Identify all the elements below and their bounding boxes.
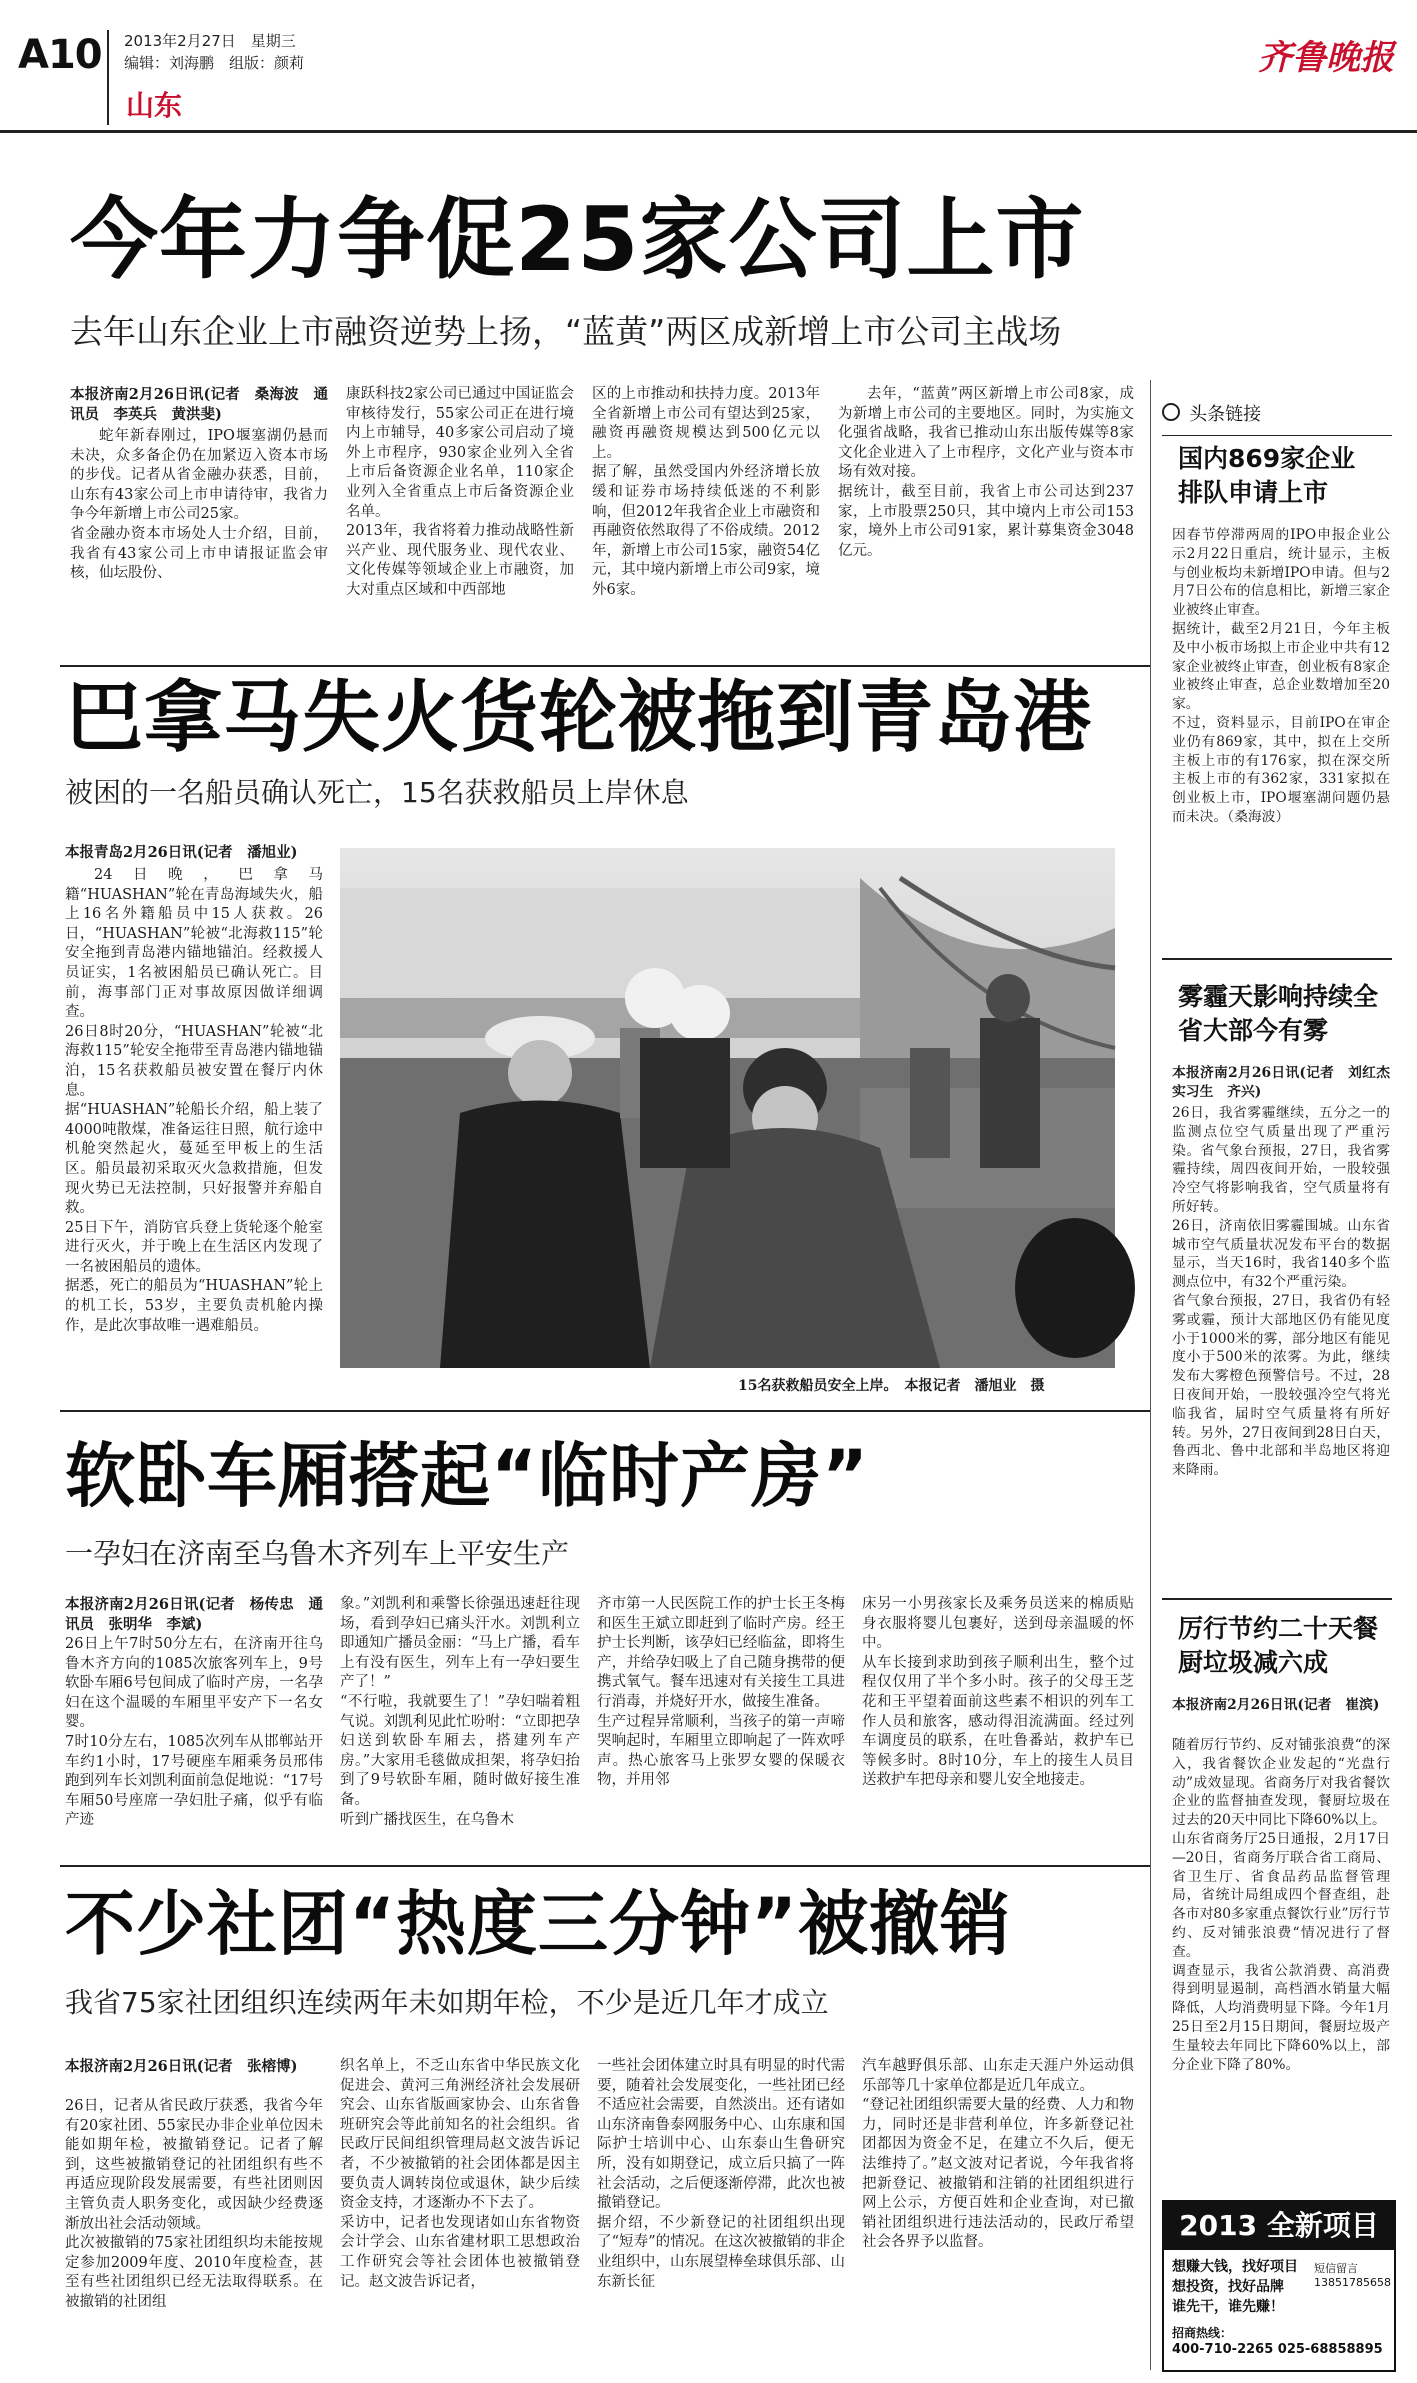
- story1-col4: 去年，“蓝黄”两区新增上市公司8家，成为新增上市公司的主要地区。同时，为实施文化强省战略，我省已推动山东出版传媒等8家文化企业进入了上市程序，文化产业与资本市场有效对接。 据统计，截至目前，我省上市公司达到237家，上市股票250只，其中境内上市公司153家，境外上市公司91家，累计募集资金3048亿元。: [838, 386, 1134, 559]
- story2-headline: 巴拿马失火货轮被拖到青岛港: [65, 673, 1093, 763]
- photo-illustration: [340, 848, 1115, 1368]
- masthead-divider: [107, 30, 109, 125]
- story3-col1: 26日上午7时50分左右，在济南开往乌鲁木齐方向的1085次旅客列车上，9号软卧车厢6号包间成了临时产房，一名孕妇在这个温暖的车厢里平安产下一名女婴。 7时10分左右，1085次列车从邯郸站开车约1小时，17号硬座车厢乘务员邢伟跑到列车长刘凯利面前急促地说：“17号车厢50号座席一孕妇肚子痛，似乎有临产迹: [65, 1636, 323, 1829]
- masthead: [0, 0, 1417, 135]
- sidebar-item2-title: 雾霾天影响持续全省大部今有雾: [1178, 982, 1379, 1045]
- masthead-rule: [0, 130, 1417, 133]
- sidebar-item1-body: 因春节停滞两周的IPO申报企业公示2月22日重启，统计显示，主板与创业板均未新增IPO申请。但与2月7日公布的信息相比，新增三家企业被终止审查。 据统计，截至2月21日，今年主板及中小板市场拟上市企业中共有12家企业被终止审查，创业板有8家企业被终止审查，总企业数增加至20家。 不过，资料显示，目前IPO在审企业仍有869家，其中，拟在上交所主板上市的有176家，拟在深交所主板上市的有362家，331家拟在创业板上市，IPO堰塞湖问题仍悬而未决。（桑海波）: [1172, 527, 1390, 825]
- ad-line1: 想赚大钱，找好项目: [1172, 2259, 1298, 2275]
- story1-col1: 蛇年新春刚过，IPO堰塞湖仍悬而未决，众多备企仍在加紧迈入资本市场的步伐。记者从省金融办获悉，目前，山东有43家公司上市申请待审，我省力争今年新增上市公司25家。 省金融办资本市场处人士介绍，目前，我省有43家公司上市申请报证监会审核，仙坛股份、: [70, 428, 328, 582]
- story4-headline: 不少社团“热度三分钟”被撤销: [65, 1883, 1012, 1965]
- photo-caption: 15名获救船员安全上岸。 本报记者 潘旭业 摄: [738, 1378, 1045, 1394]
- story2-deck: 被困的一名船员确认死亡，15名获救船员上岸休息: [65, 776, 689, 809]
- section-name: 山东: [126, 89, 183, 122]
- sidebar-kicker: [1162, 400, 1392, 428]
- sidebar-item2-byline: 本报济南2月26日讯(记者 刘红杰 实习生 齐兴): [1172, 1065, 1404, 1100]
- story4-deck: 我省75家社团组织连续两年未如期年检，不少是近几年才成立: [65, 1986, 829, 2019]
- story3-byline: 本报济南2月26日讯(记者 杨传忠 通讯员 张明华 李斌): [65, 1596, 323, 1633]
- story2-byline: 本报青岛2月26日讯(记者 潘旭业): [65, 844, 298, 861]
- issue-date: 2013年2月27日 星期三: [124, 32, 296, 50]
- story1-byline: 本报济南2月26日讯(记者 桑海波 通讯员 李英兵 黄洪斐): [70, 386, 328, 423]
- story2-bottom-rule: [60, 1410, 1150, 1412]
- story1-headline: 今年力争促25家公司上市: [70, 188, 1085, 291]
- story4-byline: 本报济南2月26日讯(记者 张榕博): [65, 2058, 298, 2075]
- ad-hotline[interactable]: 400-710-2265 025-68858895: [1172, 2342, 1383, 2357]
- sidebar-divider: [1150, 380, 1151, 2370]
- story3-headline: 软卧车厢搭起“临时产房”: [65, 1435, 870, 1517]
- sidebar-item3-title: 厉行节约二十天餐厨垃圾减六成: [1178, 1614, 1379, 1677]
- ad-note: 短信留言 13851785658: [1314, 2262, 1391, 2289]
- story1-deck: 去年山东企业上市融资逆势上扬，“蓝黄”两区成新增上市公司主战场: [70, 312, 1062, 351]
- sidebar: [1150, 380, 1404, 2370]
- story4-col2: 织名单上，不乏山东省中华民族文化促进会、黄河三角洲经济社会发展研究会、山东省版画家协会、山东省鲁班研究会等此前知名的社会组织。省民政厅民间组织管理局赵文波告诉记者，不少被撤销的社会团体都是因主要负责人调转岗位或退休，缺少后续资金支持，才逐渐办不下去了。 采访中，记者也发现诸如山东省物资会计学会、山东省建材职工思想政治工作研究会等社会团体也被撤销登记。赵文波告诉记者，: [340, 2058, 580, 2290]
- story2-body: 24日晚，巴拿马籍“HUASHAN”轮在青岛海域失火，船上16名外籍船员中15人获救。26日，“HUASHAN”轮被“北海救115”轮安全拖到青岛港内锚地锚泊。经救援人员证实，1名被困船员已确认死亡。目前，海事部门正对事故原因做详细调查。 26日8时20分，“HUASHAN”轮被“北海救115”轮安全拖带至青岛港内锚地锚泊，15名获救船员被安置在餐厅内休息。 据“HUASHAN”轮船长介绍，船上装了4000吨散煤，准备运往日照，航行途中机舱突然起火，蔓延至甲板上的生活区。船员最初采取灭火急救措施，但发现火势已无法控制，只好报警并弃船自救。 25日下午，消防官兵登上货轮逐个舱室进行灭火，并于晚上在生活区内发现了一名被困船员的遗体。 据悉，死亡的船员为“HUASHAN”轮上的机工长，53岁，主要负责机舱内操作，是此次事故唯一遇难船员。: [65, 867, 323, 1334]
- story3-deck: 一孕妇在济南至乌鲁木齐列车上平安生产: [65, 1537, 570, 1570]
- rescued-crew-photo: [340, 848, 1115, 1368]
- sidebar-kicker-rule: [1162, 435, 1392, 436]
- ad-box[interactable]: [1162, 2200, 1396, 2372]
- sidebar-item3-byline: 本报济南2月26日讯(记者 崔滨): [1172, 1697, 1380, 1713]
- story3-bottom-rule: [60, 1865, 1150, 1867]
- story1-col2: 康跃科技2家公司已通过中国证监会审核待发行，55家公司正在进行境内上市辅导，40多家公司启动了境外上市程序，930家企业列入全省上市后备资源企业名单，110家企业列入全省重点上市后备资源企业名单。 2013年，我省将着力推动战略性新兴产业、现代服务业、现代农业、文化传媒等领域企业上市融资，加大对重点区域和中西部地: [346, 386, 574, 598]
- story4-col1: 26日，记者从省民政厅获悉，我省今年有20家社团、55家民办非企业单位因未能如期年检，被撤销登记。记者了解到，这些被撤销登记的社团组织有些不再适应现阶段发展需要，有些社团则因主管负责人职务变化，或因缺少经费逐渐放出社会活动领域。 此次被撤销的75家社团组织均未能按规定参加2009年度、2010年度检查，甚至有些社团组织已经无法取得联系。在被撤销的社团组: [65, 2098, 323, 2310]
- story3-col2: 象。”刘凯利和乘警长徐强迅速赶往现场，看到孕妇已痛头汗水。刘凯利立即通知广播员金丽：“马上广播，看车上有没有医生，列车上有一孕妇要生产了！” “不行啦，我就要生了！”孕妇喘着粗气说。刘凯利见此忙吩咐：“立即把孕妇送到软卧车厢去，搭建列车产房。”大家用毛毯做成担架，将孕妇抬到了9号软卧车厢，随时做好接生准备。 听到广播找医生，在乌鲁木: [340, 1596, 580, 1828]
- story1-bottom-rule: [60, 665, 1150, 667]
- ad-hotline-label: 招商热线：: [1172, 2326, 1233, 2340]
- ad-line3: 谁先干，谁先赚！: [1172, 2299, 1284, 2315]
- sidebar-item2-body: 26日，我省雾霾继续，五分之一的监测点位空气质量出现了严重污染。省气象台预报，27日，我省雾霾持续，周四夜间开始，一股较强冷空气将影响我省，空气质量将有所好转。 26日，济南依旧雾霾围城。山东省城市空气质量状况发布平台的数据显示，当天16时，我省140多个监测点位中，有32个严重污染。 省气象台预报，27日，我省仍有轻雾或霾，预计大部地区仍有能见度小于1000米的雾，部分地区有能见度小于500米的浓雾。为此，继续发布大雾橙色预警信号。不过，28日夜间开始，一股较强冷空气将光临我省，届时空气质量将有所好转。另外，27日夜间到28日白天，鲁西北、鲁中北部和半岛地区将迎来降雨。: [1172, 1105, 1390, 1479]
- sidebar-kicker-label: 头条链接: [1189, 404, 1262, 425]
- sidebar-item1-title: 国内869家企业排队申请上市: [1178, 444, 1356, 507]
- editor-credits: 编辑：刘海鹏 组版：颜莉: [124, 54, 305, 72]
- sidebar-rule-2: [1162, 1598, 1392, 1600]
- paper-logo: 齐鲁晚报: [1258, 38, 1394, 78]
- ad-line2: 想投资，找好品牌: [1172, 2279, 1284, 2295]
- story1-col3: 区的上市推动和扶持力度。2013年全省新增上市公司有望达到25家，融资再融资规模达到500亿元以上。 据了解，虽然受国内外经济增长放缓和证券市场持续低迷的不利影响，但2012年我省企业上市融资和再融资依然取得了不俗成绩。2012年，新增上市公司15家，融资54亿元，其中境内新增上市公司9家，境外6家。: [592, 386, 820, 598]
- story3-col3: 齐市第一人民医院工作的护士长王冬梅和医生王斌立即赶到了临时产房。经王护士长判断，该孕妇已经临盆，即将生产，并给孕妇吸上了自己随身携带的便携式氧气。餐车迅速对有关接生工具进行消毒，并烧好开水，做接生准备。 生产过程异常顺利，当孩子的第一声啼哭响起时，车厢里立即响起了一阵欢呼声。热心旅客马上张罗女婴的保暖衣物，并用邻: [597, 1596, 845, 1789]
- page-number: A10: [18, 32, 102, 78]
- story3-col4: 床另一小男孩家长及乘务员送来的棉质贴身衣服将婴儿包裹好，送到母亲温暖的怀中。 从车长接到求助到孩子顺利出生，整个过程仅仅用了半个多小时。孩子的父母王芝花和王平望着面前这些素不相识的列车工作人员和旅客，感动得泪流满面。经过列车调度员的联系，在吐鲁番站，救护车已等候多时。8时10分，车上的接生人员目送救护车把母亲和婴儿安全地接走。: [862, 1596, 1134, 1789]
- story4-col4: 汽车越野俱乐部、山东走天涯户外运动俱乐部等几十家单位都是近几年成立。 “登记社团组织需要大量的经费、人力和物力，同时还是非营利单位，许多新登记社团都因为资金不足，在建立不久后，便无法维持了。”赵文波对记者说，今年我省将把新登记、被撤销和注销的社团组织进行网上公示，方便百姓和企业查询，对已撤销社团组织进行违法活动的，民政厅希望社会各界予以监督。: [862, 2058, 1134, 2251]
- sidebar-rule-1: [1162, 958, 1392, 960]
- story4-col3: 一些社会团体建立时具有明显的时代需要，随着社会发展变化，一些社团已经不适应社会需要，自然淡出。还有诸如山东济南鲁泰网服务中心、山东康和国际护士培训中心、山东泰山生鲁研究所，没有如期登记，成立后只搞了一阵社会活动，之后便逐渐停滞，此次也被撤销登记。 据介绍，不少新登记的社团组织出现了“短寿”的情况。在这次被撤销的非企业组织中，山东展望棒垒球俱乐部、山东新长征: [597, 2058, 845, 2290]
- sidebar-item3-body: 随着厉行节约、反对铺张浪费“的深入，我省餐饮企业发起的“光盘行动”成效显现。省商务厅对我省餐饮企业的监督抽查发现，餐厨垃圾在过去的20天中同比下降60%以上。 山东省商务厅25日通报，2月17日—20日，省商务厅联合省工商局、省卫生厅、省食品药品监督管理局，省统计局组成四个督查组，赴各市对80多家重点餐饮行业”厉行节约、反对铺张浪费“情况进行了督查。 调查显示，我省公款消费、高消费得到明显遏制，高档酒水销量大幅降低，人均消费明显下降。今年1月25日至2月15日期间，餐厨垃圾产生量较去年同比下降60%以上，部分企业下降了80%。: [1172, 1737, 1390, 2073]
- ad-headline: 2013 全新项目: [1164, 2202, 1394, 2250]
- bullet-icon: [1162, 403, 1180, 421]
